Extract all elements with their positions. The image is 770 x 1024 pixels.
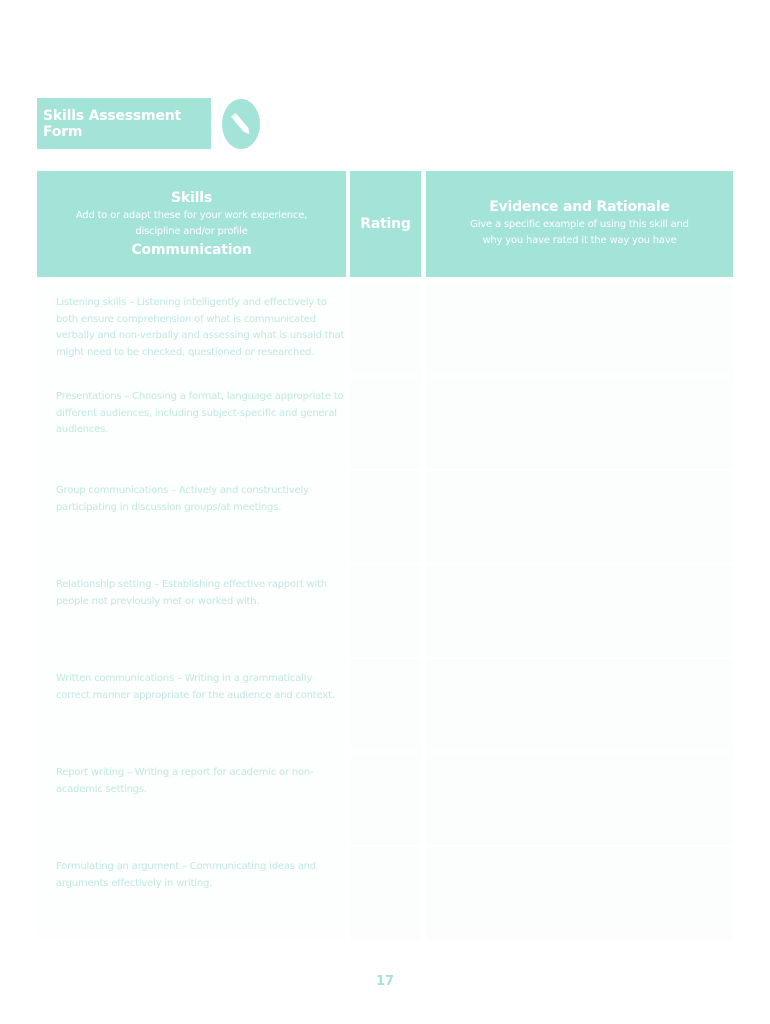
rating-cell[interactable] [350,753,421,845]
evidence-cell[interactable] [426,283,733,375]
skills-column-header [37,171,346,277]
rating-column-header [350,171,421,277]
table-row [37,659,733,751]
evidence-cell[interactable] [426,847,733,939]
skill-description: Presentations – Choosing a format, language appropriate to different audiences, including subject-specific and general audiences. [56,391,344,435]
table-row [37,847,733,939]
form-title-text: Skills Assessment Form [43,107,182,140]
skill-cell [37,753,346,845]
form-title [37,98,211,149]
rating-cell[interactable] [350,283,421,375]
skill-description: Relationship setting – Establishing effective rapport with people not previously met or worked with. [56,579,327,607]
evidence-header-title: Evidence and Rationale [489,199,670,215]
page-number: 17 [375,974,395,989]
evidence-cell[interactable] [426,377,733,469]
table-row [37,377,733,469]
rating-cell[interactable] [350,659,421,751]
table-row [37,471,733,563]
rating-cell[interactable] [350,847,421,939]
skill-cell [37,283,346,375]
evidence-cell[interactable] [426,753,733,845]
rating-header-title: Rating [360,216,411,232]
skill-description: Report writing – Writing a report for academic or non-academic settings. [56,767,314,795]
skills-table [37,283,733,941]
table-row [37,565,733,657]
rating-cell[interactable] [350,471,421,563]
skill-cell [37,847,346,939]
skill-cell [37,659,346,751]
skill-cell [37,565,346,657]
skill-description: Formulating an argument – Communicating ideas and arguments effectively in writing. [56,861,316,889]
category-title: Communication [131,242,252,258]
pencil-icon [222,99,260,149]
skill-cell [37,377,346,469]
evidence-column-header [426,171,733,277]
rating-cell[interactable] [350,565,421,657]
evidence-cell[interactable] [426,565,733,657]
skill-description: Written communications – Writing in a grammatically correct manner appropriate for the audience and context. [56,673,335,701]
rating-cell[interactable] [350,377,421,469]
table-row [37,283,733,375]
skill-description: Listening skills – Listening intelligently and effectively to both ensure comprehension of what is communicated verbally and non-verbally and assessing what is unsaid that might need to be checked, questioned or researched. [56,297,345,358]
evidence-cell[interactable] [426,471,733,563]
skill-description: Group communications – Actively and constructively participating in discussion groups/at meetings. [56,485,309,513]
skills-header-title: Skills [171,190,212,206]
skills-header-subtitle: Add to or adapt these for your work experience, discipline and/or profile [75,210,308,237]
evidence-cell[interactable] [426,659,733,751]
table-row [37,753,733,845]
evidence-header-subtitle: Give a specific example of using this skill and why you have rated it the way you have [470,219,689,246]
skill-cell [37,471,346,563]
